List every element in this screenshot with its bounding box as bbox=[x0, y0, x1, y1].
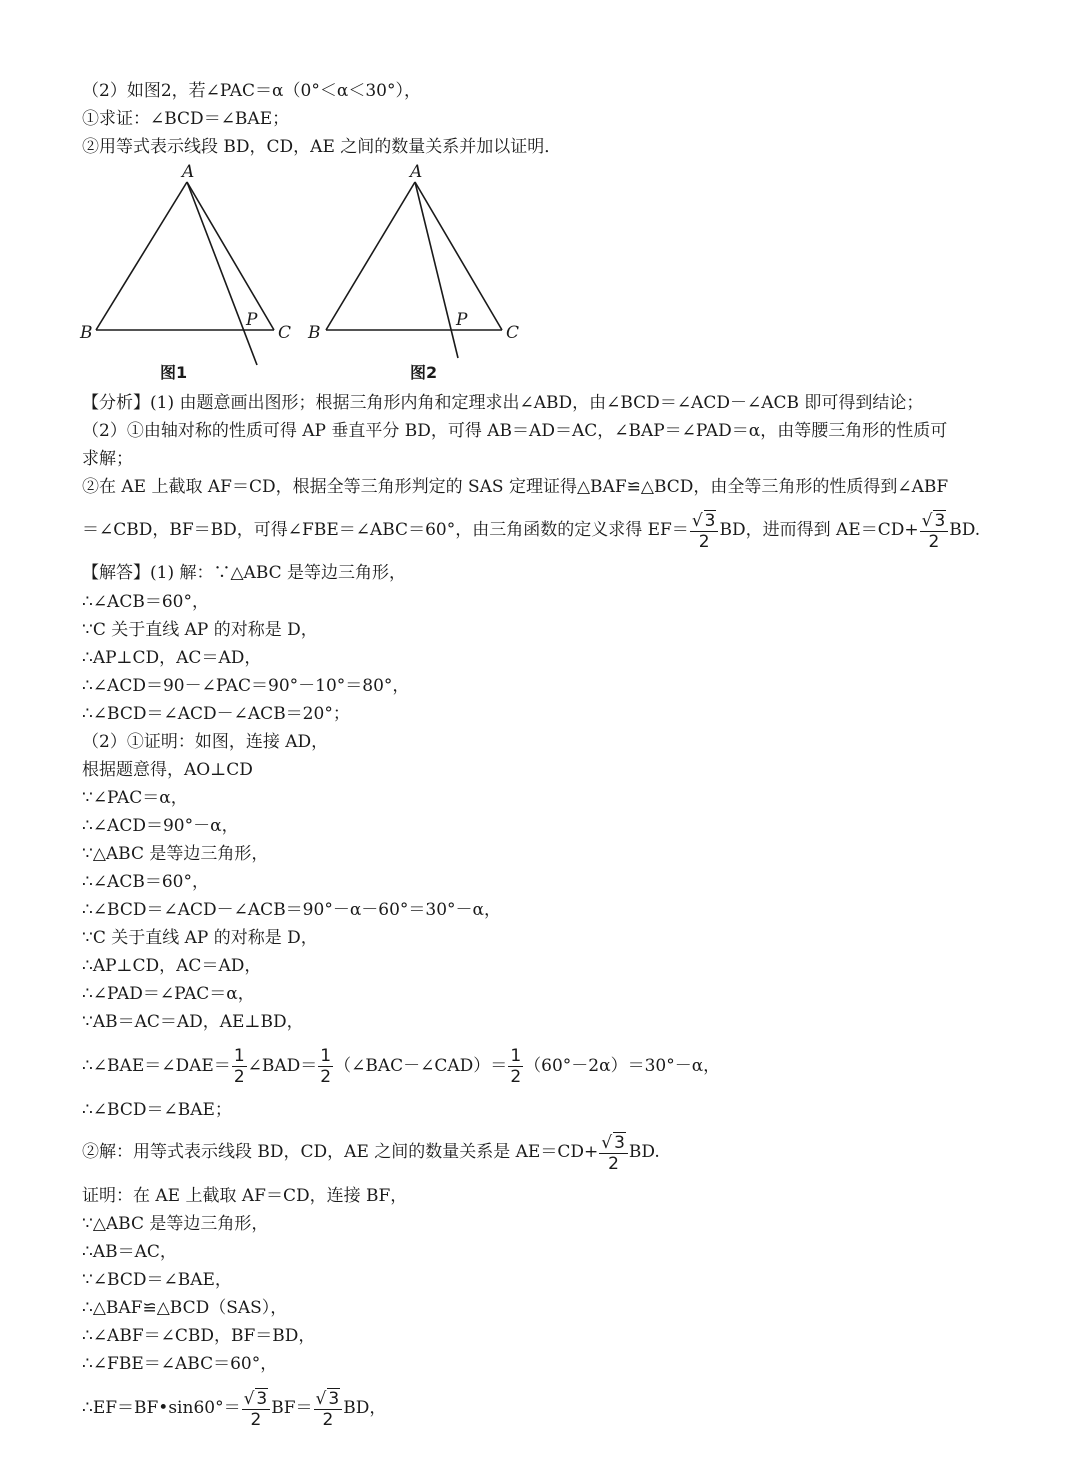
problem-question-2: ②用等式表示线段 BD，CD，AE 之间的数量关系并加以证明． bbox=[82, 137, 562, 157]
radicand: 3 bbox=[256, 1388, 268, 1409]
denominator: 2 bbox=[510, 1067, 522, 1087]
solution-line-28 bbox=[82, 1386, 386, 1430]
figure-1-label: 图1 bbox=[160, 363, 188, 382]
solution-line-18-part-c: （∠BAC－∠CAD）＝ bbox=[334, 1056, 508, 1076]
sqrt-symbol: √ bbox=[315, 1388, 327, 1409]
solution-line-18-part-a: ∴∠BAE＝∠DAE＝ bbox=[82, 1056, 231, 1076]
fraction-sqrt3-over-2 bbox=[599, 1132, 628, 1174]
sqrt-symbol: √ bbox=[243, 1388, 255, 1409]
analysis-line-4: ②在 AE 上截取 AF＝CD，根据全等三角形判定的 SAS 定理证得△BAF≌△BCD，由全等三角形的性质得到∠ABF bbox=[82, 477, 949, 497]
denominator: 2 bbox=[320, 1067, 332, 1087]
numerator: 1 bbox=[233, 1046, 245, 1066]
denominator: 2 bbox=[233, 1067, 245, 1087]
solution-line-22: ∵△ABC 是等边三角形， bbox=[82, 1214, 269, 1234]
sqrt-symbol: √ bbox=[921, 510, 933, 531]
sqrt-symbol: √ bbox=[601, 1132, 613, 1153]
solution-line-20 bbox=[82, 1130, 660, 1174]
solution-line-14: ∵C 关于直线 AP 的对称是 D， bbox=[82, 928, 318, 948]
figure-2-label: 图2 bbox=[410, 363, 438, 382]
solution-line-7: （2）①证明：如图，连接 AD， bbox=[82, 732, 329, 752]
fig2-side-ac bbox=[415, 182, 502, 330]
analysis-line-5-part-a: ＝∠CBD，BF＝BD，可得∠FBE＝∠ABC＝60°，由三角函数的定义求得 EF＝ bbox=[82, 520, 689, 540]
denominator: 2 bbox=[250, 1409, 262, 1430]
solution-line-18-part-b: ∠BAD＝ bbox=[247, 1056, 318, 1076]
analysis-line-3: 求解； bbox=[82, 449, 133, 469]
solution-line-20-part-a: ②解：用等式表示线段 BD，CD，AE 之间的数量关系是 AE＝CD+ bbox=[82, 1142, 599, 1162]
denominator: 2 bbox=[608, 1153, 619, 1174]
solution-line-2: ∴∠ACB＝60°， bbox=[82, 592, 209, 612]
figure-1-diagram bbox=[79, 162, 291, 365]
denominator: 2 bbox=[698, 531, 710, 552]
fig1-point-b: B bbox=[80, 323, 93, 343]
solution-line-10: ∴∠ACD＝90°－α， bbox=[82, 816, 239, 836]
solution-line-15: ∴AP⊥CD，AC＝AD， bbox=[82, 956, 262, 976]
solution-line-24: ∵∠BCD＝∠BAE， bbox=[82, 1270, 232, 1290]
solution-line-19: ∴∠BCD＝∠BAE； bbox=[82, 1100, 232, 1120]
fig2-point-c: C bbox=[506, 323, 520, 343]
solution-line-28-part-c: BD， bbox=[343, 1398, 387, 1418]
solution-line-8: 根据题意得，AO⊥CD bbox=[82, 760, 253, 780]
solution-line-18 bbox=[82, 1044, 720, 1088]
numerator: 1 bbox=[320, 1046, 332, 1066]
denominator: 2 bbox=[928, 531, 940, 552]
fraction-sqrt3-over-2 bbox=[314, 1388, 343, 1430]
solution-line-4: ∴AP⊥CD，AC＝AD， bbox=[82, 648, 262, 668]
solution-line-16: ∴∠PAD＝∠PAC＝α， bbox=[82, 984, 255, 1004]
fig1-point-c: C bbox=[278, 323, 292, 343]
numerator: 1 bbox=[510, 1046, 522, 1066]
fig2-point-b: B bbox=[308, 323, 321, 343]
solution-line-9: ∵∠PAC＝α， bbox=[82, 788, 188, 808]
solution-line-27: ∴∠FBE＝∠ABC＝60°， bbox=[82, 1354, 278, 1374]
solution-line-3: ∵C 关于直线 AP 的对称是 D， bbox=[82, 620, 318, 640]
analysis-line-5-part-c: BD. bbox=[949, 520, 981, 540]
denominator: 2 bbox=[322, 1409, 334, 1430]
geometry-figures bbox=[70, 160, 630, 390]
radicand: 3 bbox=[934, 510, 946, 531]
radicand: 3 bbox=[704, 510, 716, 531]
radicand: 3 bbox=[614, 1132, 625, 1153]
solution-line-21: 证明：在 AE 上截取 AF＝CD，连接 BF， bbox=[82, 1186, 408, 1206]
solution-line-6: ∴∠BCD＝∠ACD－∠ACB＝20°； bbox=[82, 704, 350, 724]
fig1-side-ac bbox=[187, 182, 274, 330]
solution-line-28-part-b: BF＝ bbox=[271, 1398, 313, 1418]
fraction-sqrt3-over-2 bbox=[920, 510, 949, 552]
fraction-one-half bbox=[232, 1046, 247, 1087]
solution-line-28-part-a: ∴EF＝BF•sin60°＝ bbox=[82, 1398, 241, 1418]
solution-line-23: ∴AB＝AC， bbox=[82, 1242, 177, 1262]
solution-line-20-part-b: BD. bbox=[628, 1142, 660, 1162]
fraction-sqrt3-over-2 bbox=[690, 510, 719, 552]
analysis-line-5 bbox=[82, 506, 980, 554]
analysis-line-1: 【分析】(1) 由题意画出图形；根据三角形内角和定理求出∠ABD，由∠BCD＝∠ACD－∠ACB 即可得到结论； bbox=[82, 393, 924, 413]
fig2-side-ab bbox=[326, 182, 415, 330]
fig1-point-p: P bbox=[246, 310, 258, 330]
solution-line-12: ∴∠ACB＝60°， bbox=[82, 872, 209, 892]
fraction-one-half bbox=[508, 1046, 523, 1087]
figure-2-diagram bbox=[307, 162, 519, 358]
analysis-line-5-part-b: BD，进而得到 AE＝CD+ bbox=[719, 520, 919, 540]
solution-line-17: ∵AB＝AC＝AD，AE⊥BD， bbox=[82, 1012, 304, 1032]
solution-line-5: ∴∠ACD＝90－∠PAC＝90°－10°＝80°， bbox=[82, 676, 410, 696]
solution-line-13: ∴∠BCD＝∠ACD－∠ACB＝90°－α－60°＝30°－α， bbox=[82, 900, 502, 920]
solution-line-11: ∵△ABC 是等边三角形， bbox=[82, 844, 269, 864]
fig1-ray-ap bbox=[187, 182, 257, 365]
fraction-sqrt3-over-2 bbox=[242, 1388, 271, 1430]
solution-line-26: ∴∠ABF＝∠CBD，BF＝BD， bbox=[82, 1326, 316, 1346]
fig1-point-a: A bbox=[182, 162, 195, 182]
solution-line-25: ∴△BAF≌△BCD（SAS）， bbox=[82, 1298, 288, 1318]
analysis-line-2: （2）①由轴对称的性质可得 AP 垂直平分 BD，可得 AB＝AD＝AC，∠BAP＝∠PAD＝α，由等腰三角形的性质可 bbox=[82, 421, 948, 441]
fig1-side-ab bbox=[96, 182, 187, 330]
problem-part2-intro: （2）如图2，若∠PAC＝α（0°＜α＜30°）， bbox=[82, 81, 421, 101]
solution-line-1: 【解答】(1) 解：∵△ABC 是等边三角形， bbox=[82, 563, 407, 583]
fraction-one-half bbox=[318, 1046, 333, 1087]
solution-line-18-part-d: （60°－2α）＝30°－α， bbox=[524, 1056, 721, 1076]
sqrt-symbol: √ bbox=[691, 510, 703, 531]
fig2-ray-ap bbox=[415, 182, 458, 358]
fig2-point-a: A bbox=[410, 162, 423, 182]
fig2-point-p: P bbox=[456, 310, 468, 330]
radicand: 3 bbox=[328, 1388, 340, 1409]
problem-question-1: ①求证：∠BCD＝∠BAE； bbox=[82, 109, 290, 129]
